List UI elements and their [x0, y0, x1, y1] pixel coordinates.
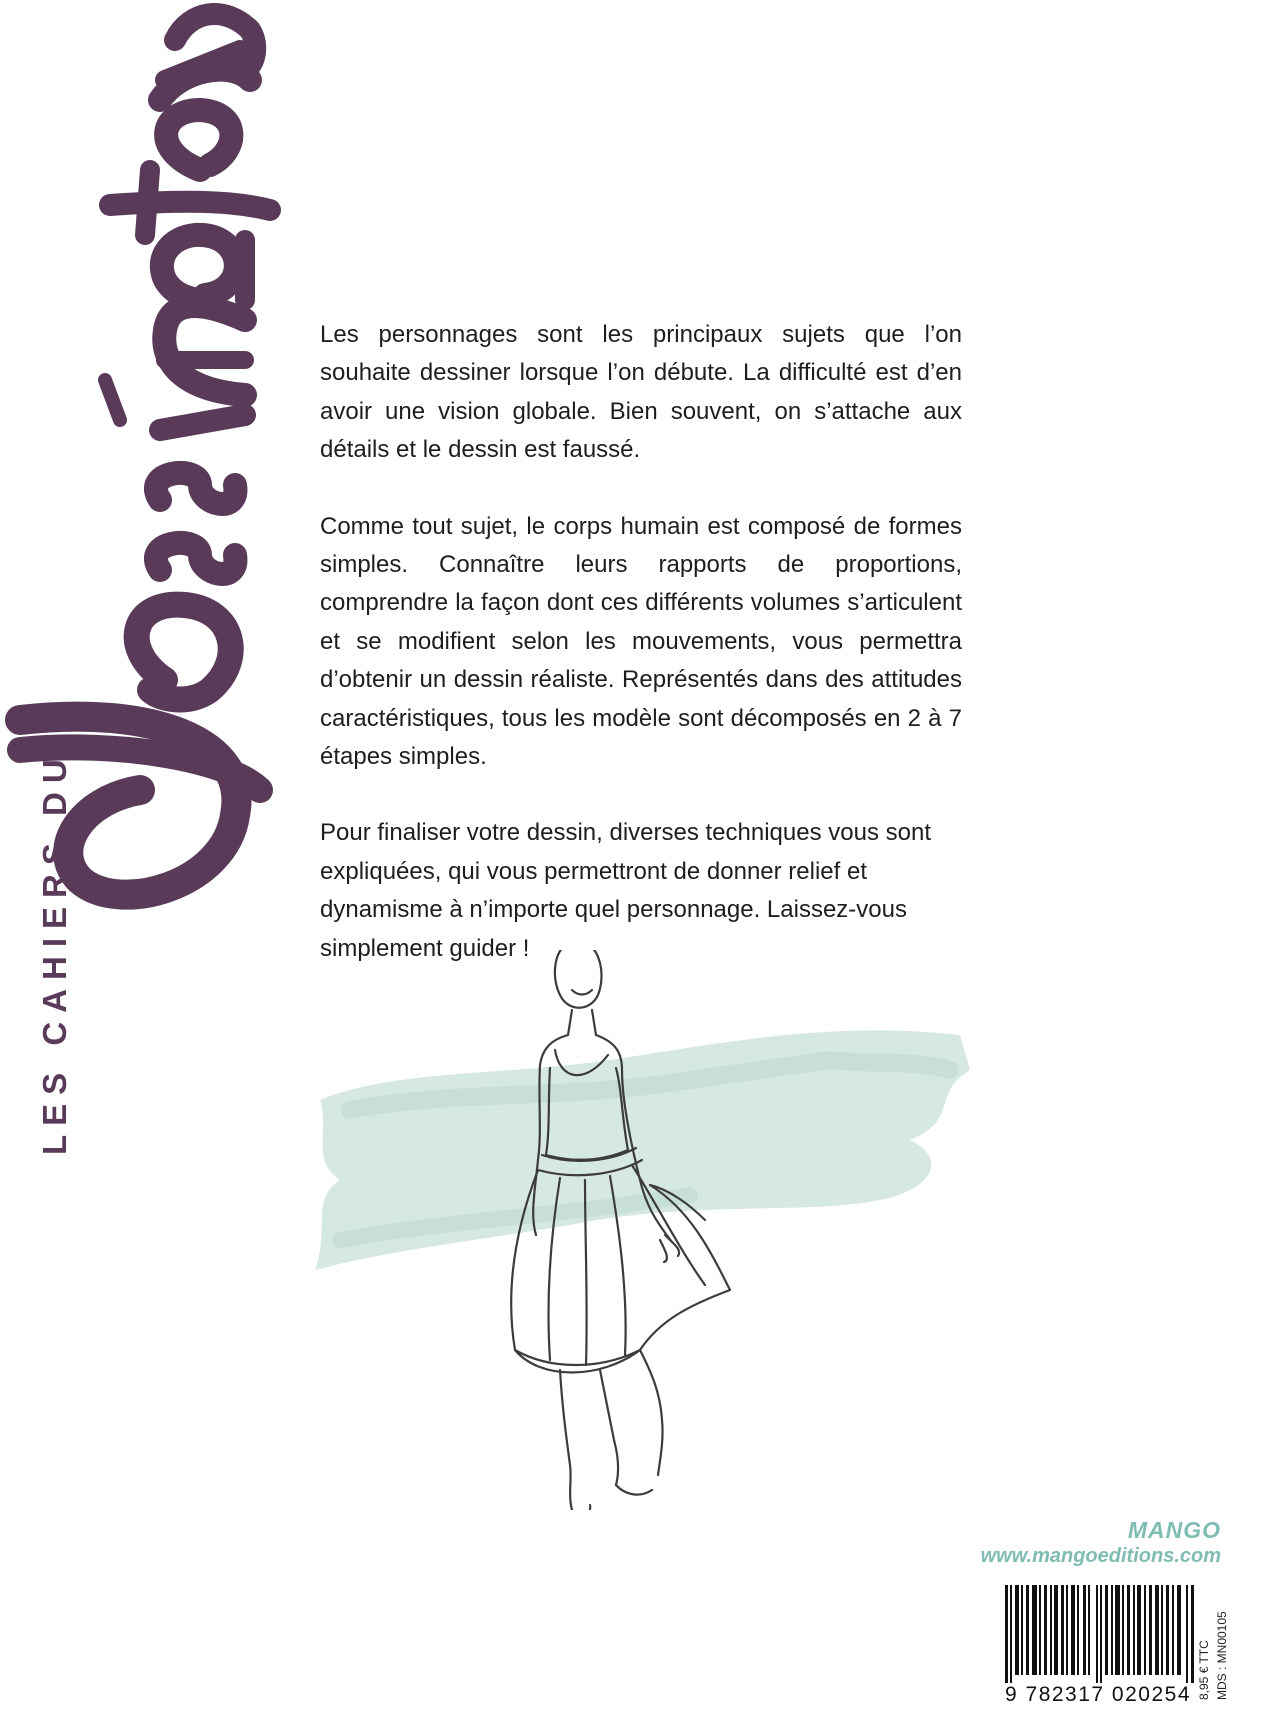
paragraph-3: Pour finaliser votre dessin, diverses techniques vous sont expliquées, qui vous permettront de donner relief et dynamisme à n’importe quel personnage. Laissez-vous simplement guider !: [320, 819, 931, 962]
paragraph-1: Les personnages sont les principaux sujets que l’on souhaite dessiner lorsque l’on débute. La difficulté est d’en avoir une vision globale. Bien souvent, on s’attache aux détails et le dessin est faussé.: [320, 321, 962, 464]
back-cover-text: [320, 316, 962, 1006]
figure-sketch: [511, 950, 730, 1510]
publisher-block: [981, 1517, 1221, 1569]
publisher-name: MANGO: [1127, 1517, 1221, 1543]
watercolor-wash: [315, 1030, 970, 1270]
figure-illustration: [310, 950, 990, 1510]
series-label: LES CAHIERS DU: [36, 750, 73, 1155]
mds-code: MDS : MN00105: [1215, 1611, 1229, 1700]
isbn-number: 9 782317 020254: [1005, 1683, 1191, 1706]
publisher-url: www.mangoeditions.com: [980, 1545, 1221, 1567]
price-label: 8,95 € TTC: [1197, 1640, 1211, 1700]
paragraph-2: Comme tout sujet, le corps humain est composé de formes simples. Connaître leurs rapports de proportions, comprendre la façon dont ces différents volumes s’articulent et se modifient selon les mouvements, vous permettra d’obtenir un dessin réaliste. Représentés dans des attitudes caractéristiques, tous les modèle sont décomposés en 2 à 7 étapes simples.: [320, 512, 962, 771]
barcode: [1005, 1585, 1195, 1683]
